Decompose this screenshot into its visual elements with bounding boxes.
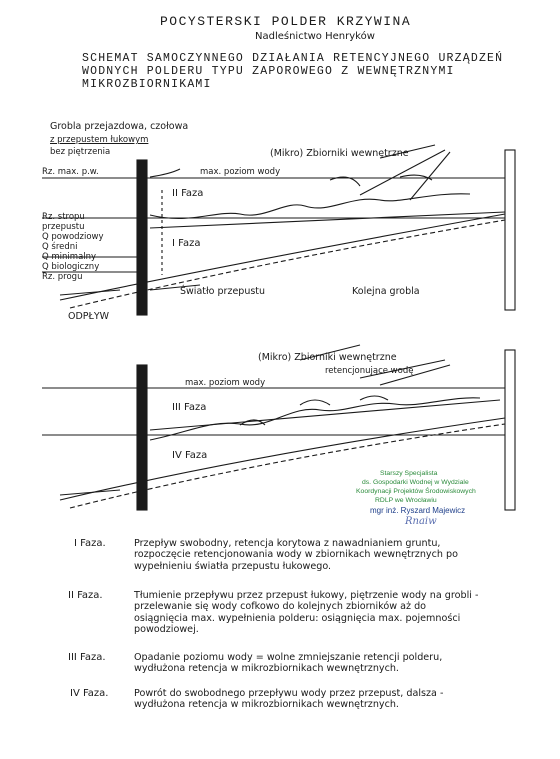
phase-1-label: I Faza. [74,538,106,549]
phase-1-text: Przepływ swobodny, retencja korytowa z nawadnianiem gruntu, rozpoczęcie retencjonowania wody w zbiornikach wewnętrznych po wypełnieniu światła przepustu łukowego. [134,538,458,572]
phase-4-label: IV Faza. [70,688,109,699]
phase-2-label: II Faza. [68,590,103,601]
label-rz-progu: Rz. progu [42,272,83,282]
document-subtitle: Nadleśnictwo Henryków [255,31,375,42]
phase-2-text: Tłumienie przepływu przez przepust łukowy, piętrzenie wody na grobli - przelewanie się wody cofkowo do kolejnych zbiorników aż do osiągnięcia max. wypełnienia polderu: osiągnięcia max. pojemności powodziowej. [134,590,479,636]
scheme-title: SCHEMAT SAMOCZYNNEGO DZIAŁANIA RETENCYJNEGO URZĄDZEŃ WODNYCH POLDERU TYPU ZAPOROWEGO Z WEWNĘTRZNYMI MIKROZBIORNIKAMI [82,52,504,91]
label-bez: bez piętrzenia [50,147,111,157]
label-odplyw: ODPŁYW [68,311,110,322]
label-q-powodziowy: Q powodziowy [42,232,104,242]
phase-4-text: Powrót do swobodnego przepływu wody przez przepust, dalsza - wydłużona retencja w mikrozbiornikach wewnętrznych. [134,688,444,711]
label-grobla: Grobla przejazdowa, czołowa [50,121,189,132]
label-max-level-1: max. poziom wody [200,167,281,177]
stamp-line-2: ds. Gospodarki Wodnej w Wydziale [362,479,469,486]
label-swiatlo: Światło przepustu [180,286,266,297]
label-zbiorniki-1: (Mikro) Zbiorniki wewnętrzne [270,148,409,159]
label-rz-max: Rz. max. p.w. [42,167,99,177]
stamp-line-1: Starszy Specjalista [380,470,438,477]
phase-3-text: Opadanie poziomu wody = wolne zmniejszanie retencji polderu, wydłużona retencja w mikrozbiornikach wewnętrznych. [134,652,443,675]
label-faza1: I Faza [172,238,201,249]
label-kolejna: Kolejna grobla [352,286,420,297]
label-rz-stropu: Rz. stropu [42,212,85,222]
label-faza2: II Faza [172,188,204,199]
stamp-line-3: Koordynacji Projektów Środowiskowych [356,488,476,495]
document-title: POCYSTERSKI POLDER KRZYWINA [160,14,412,29]
label-retencjonujace: retencjonujące wodę [325,366,414,376]
stamp-signer: mgr inż. Ryszard Majewicz [370,506,466,515]
label-max-level-2: max. poziom wody [185,378,266,388]
label-q-biologiczny: Q biologiczny [42,262,100,272]
label-faza3: III Faza [172,402,207,413]
phase-3-label: III Faza. [68,652,106,663]
label-q-sredni: Q średni [42,242,78,252]
label-q-minimalny: Q minimalny [42,252,97,262]
label-przepustu: przepustu [42,222,85,232]
label-faza4: IV Faza [172,450,208,461]
label-przepust: z przepustem łukowym [50,135,149,145]
stamp-line-4: RDLP we Wrocławiu [375,497,437,504]
label-zbiorniki-2: (Mikro) Zbiorniki wewnętrzne [258,352,397,363]
signature: Rnaiw [405,516,437,527]
